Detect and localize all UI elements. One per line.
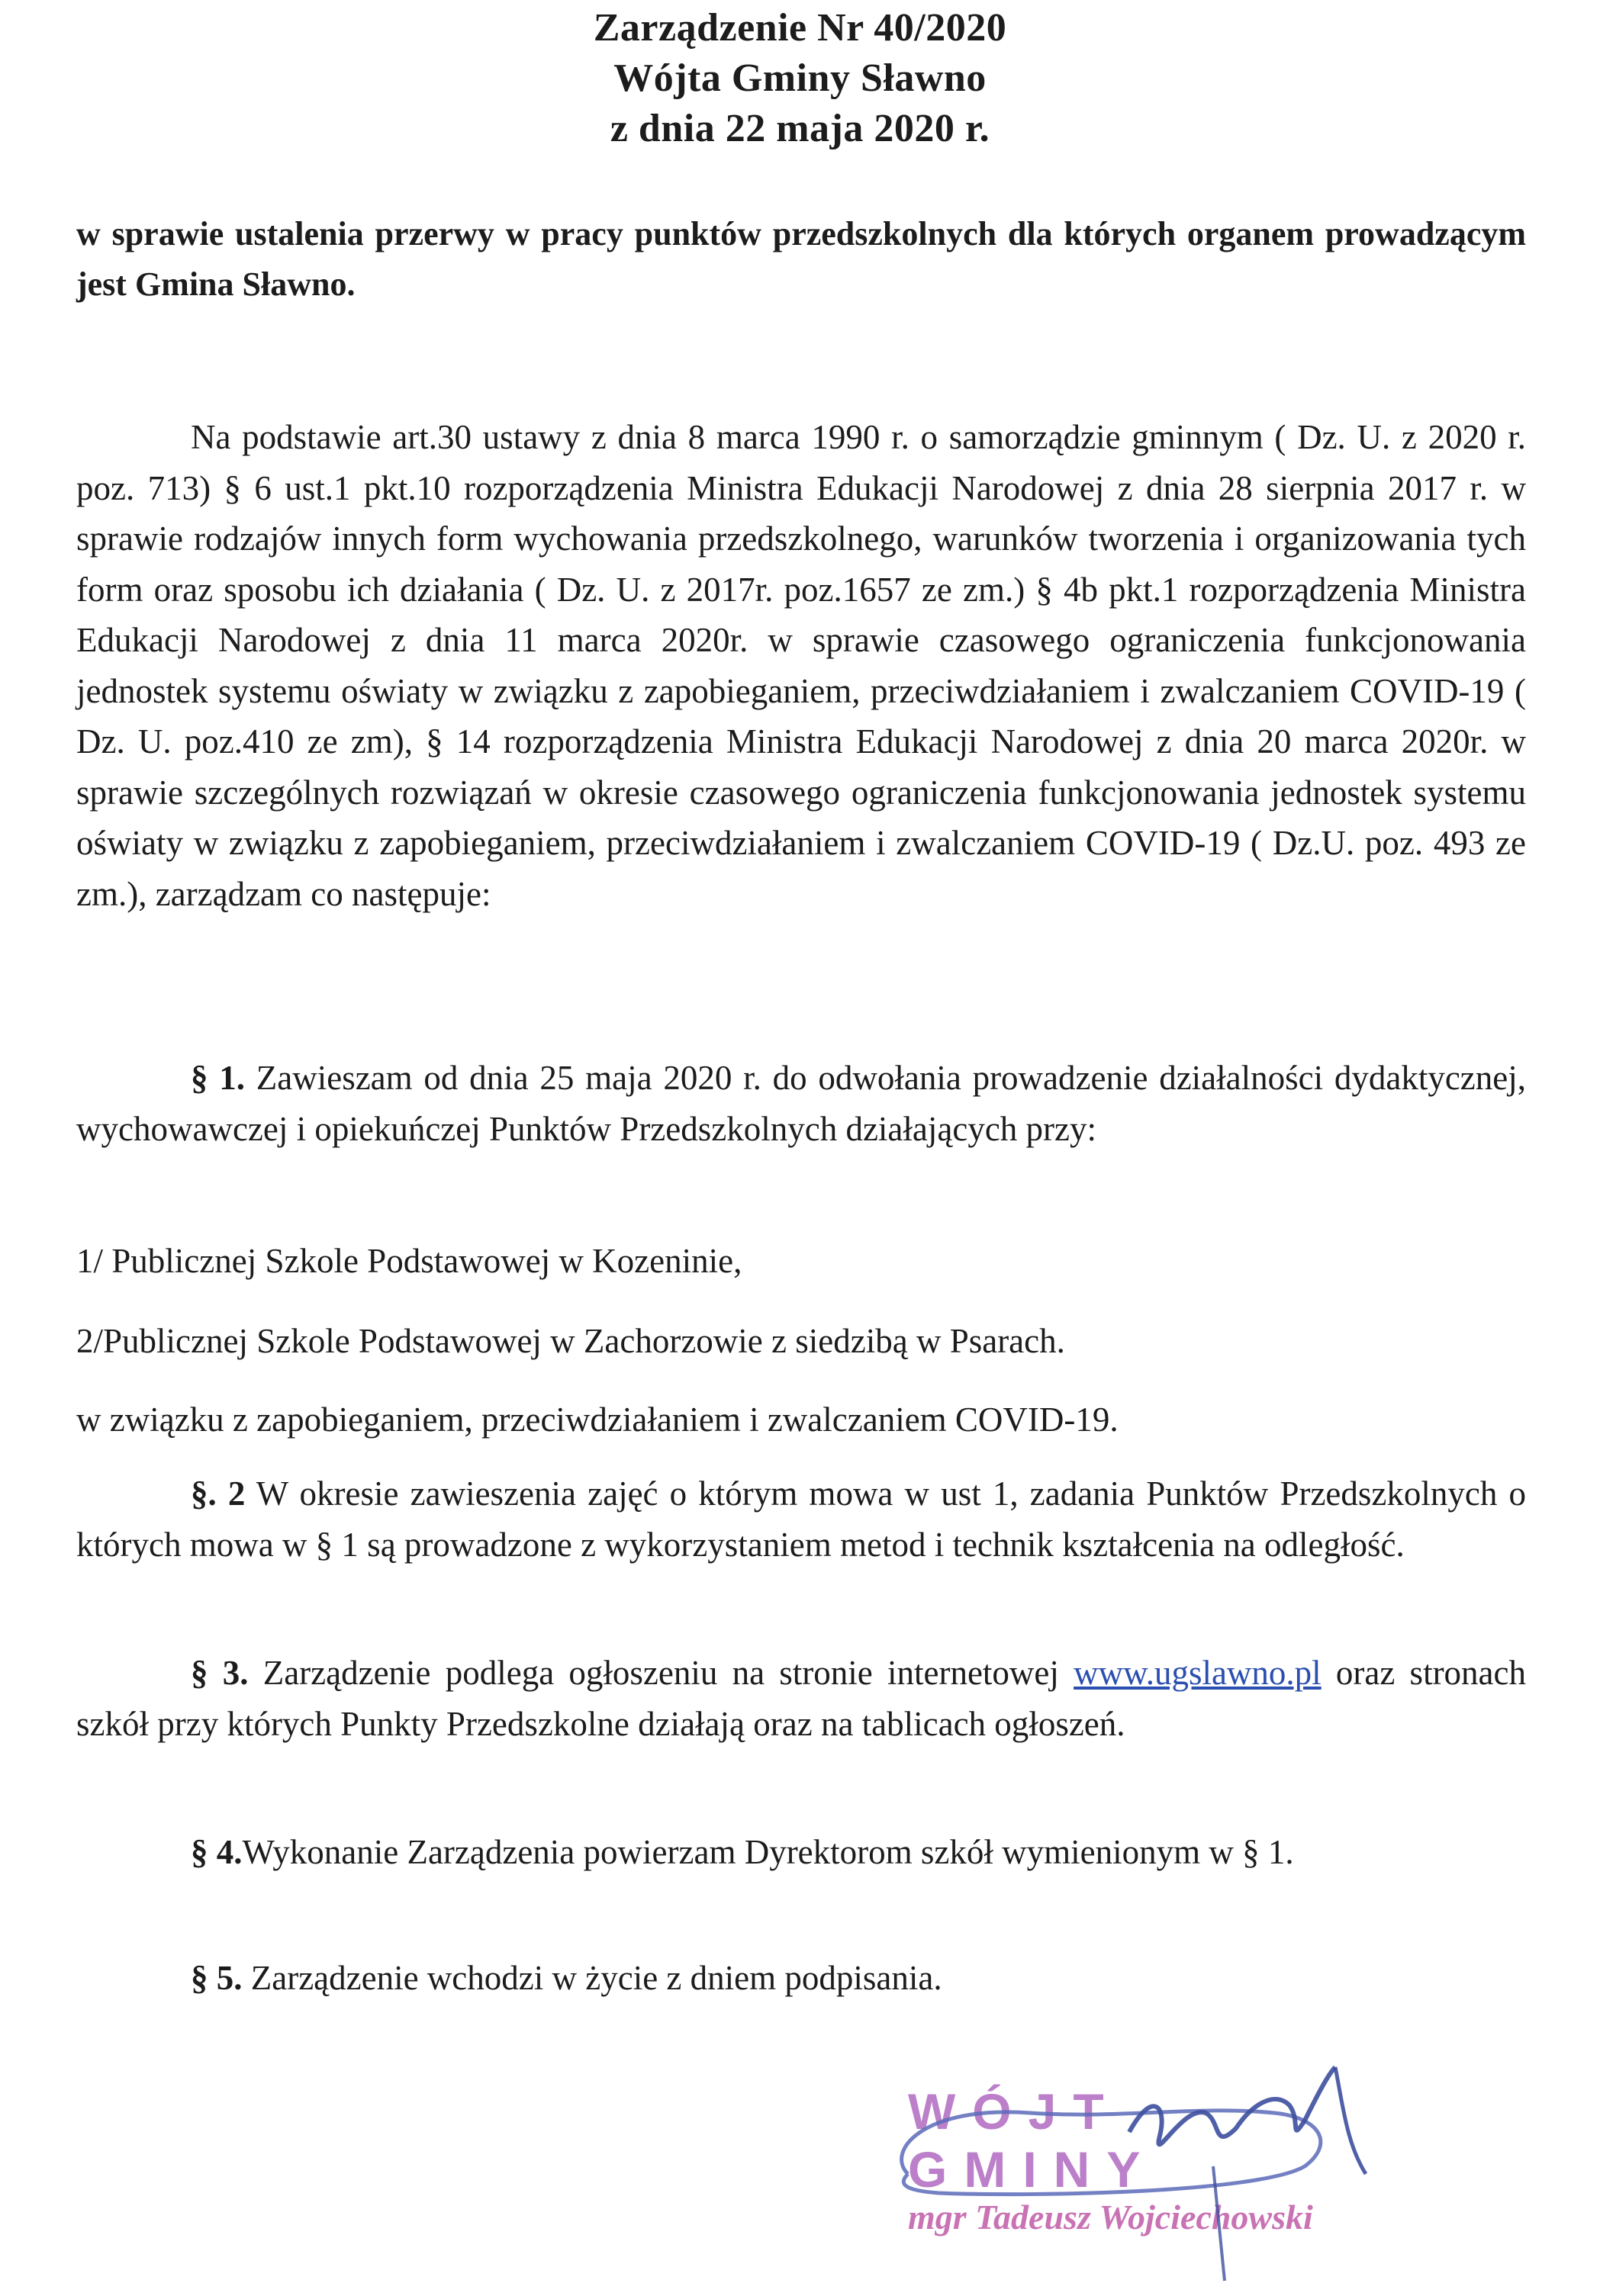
- list-item: 1/ Publicznej Szkole Podstawowej w Kozeninie,: [76, 1242, 742, 1280]
- document-header: [0, 3, 1600, 154]
- list-item: 2/Publicznej Szkole Podstawowej w Zachorzowie z siedzibą w Psarach.: [76, 1322, 1065, 1360]
- legal-basis-paragraph: Na podstawie art.30 ustawy z dnia 8 marca 1990 r. o samorządzie gminnym ( Dz. U. z 2020 r. poz. 713) § 6 ust.1 pkt.10 rozporządzenia Ministra Edukacji Narodowej z dnia 28 sierpnia 2017 r. w sprawie rodzajów innych form wychowania przedszkolnego, warunków tworzenia i organizowania tych form oraz sposobu ich działania ( Dz. U. z 2017r. poz.1657 ze zm.) § 4b pkt.1 rozporządzenia Ministra Edukacji Narodowej z dnia 11 marca 2020r. w sprawie czasowego ograniczenia funkcjonowania jednostek systemu oświaty w związku z zapobieganiem, przeciwdziałaniem i zwalczaniem COVID-19 ( Dz. U. poz.410 ze zm), § 14 rozporządzenia Ministra Edukacji Narodowej z dnia 20 marca 2020r. w sprawie szczególnych rozwiązań w okresie czasowego ograniczenia funkcjonowania jednostek systemu oświaty w związku z zapobieganiem, przeciwdziałaniem i zwalczaniem COVID-19 ( Dz.U. poz. 493 ze zm.), zarządzam co następuje:: [76, 418, 1526, 913]
- paragraph-1: [76, 1053, 1526, 1154]
- paragraph-3-mark: § 3.: [191, 1654, 249, 1692]
- header-title: Zarządzenie Nr 40/2020: [593, 6, 1007, 50]
- paragraph-5: [76, 1953, 1526, 2004]
- paragraph-5-text: Zarządzenie wchodzi w życie z dniem podpisania.: [242, 1959, 942, 1997]
- header-date: z dnia 22 maja 2020 r.: [610, 107, 990, 150]
- document-subject: w sprawie ustalenia przerwy w pracy punktów przedszkolnych dla których organem prowadzącym jest Gmina Sławno.: [76, 215, 1526, 303]
- stamp-name: mgr Tadeusz Wojciechowski: [908, 2198, 1313, 2237]
- paragraph-3: [76, 1648, 1526, 1749]
- official-stamp: [877, 2060, 1373, 2288]
- paragraph-2-text: W okresie zawieszenia zajęć o którym mowa w ust 1, zadania Punktów Przedszkolnych o których mowa w § 1 są prowadzone z wykorzystaniem metod i technik kształcenia na odległość.: [76, 1474, 1527, 1564]
- paragraph-4-text: Wykonanie Zarządzenia powierzam Dyrektorom szkół wymienionym w § 1.: [242, 1833, 1294, 1871]
- covid-line: w związku z zapobieganiem, przeciwdziałaniem i zwalczaniem COVID-19.: [76, 1400, 1119, 1439]
- stamp-title: WÓJT GMINY: [908, 2083, 1157, 2198]
- website-link[interactable]: www.ugslawno.pl: [1074, 1654, 1322, 1692]
- header-issuer: Wójta Gminy Sławno: [613, 56, 987, 100]
- paragraph-4-mark: § 4.: [191, 1833, 243, 1871]
- paragraph-1-text: Zawieszam od dnia 25 maja 2020 r. do odwołania prowadzenie działalności dydaktycznej, wychowawczej i opiekuńczej Punktów Przedszkolnych działających przy:: [76, 1059, 1527, 1148]
- handwritten-signature: [877, 2060, 1373, 2288]
- paragraph-2: [76, 1468, 1526, 1570]
- paragraph-3-text-after: oraz stronach szkół przy których Punkty Przedszkolne działają oraz na tablicach ogłoszeń.: [76, 1654, 1527, 1743]
- paragraph-4: [76, 1827, 1526, 1878]
- paragraph-2-mark: §. 2: [191, 1474, 246, 1513]
- paragraph-3-text-before: Zarządzenie podlega ogłoszeniu na stronie internetowej: [248, 1654, 1074, 1692]
- paragraph-1-mark: § 1.: [191, 1059, 246, 1097]
- paragraph-5-mark: § 5.: [191, 1959, 243, 1997]
